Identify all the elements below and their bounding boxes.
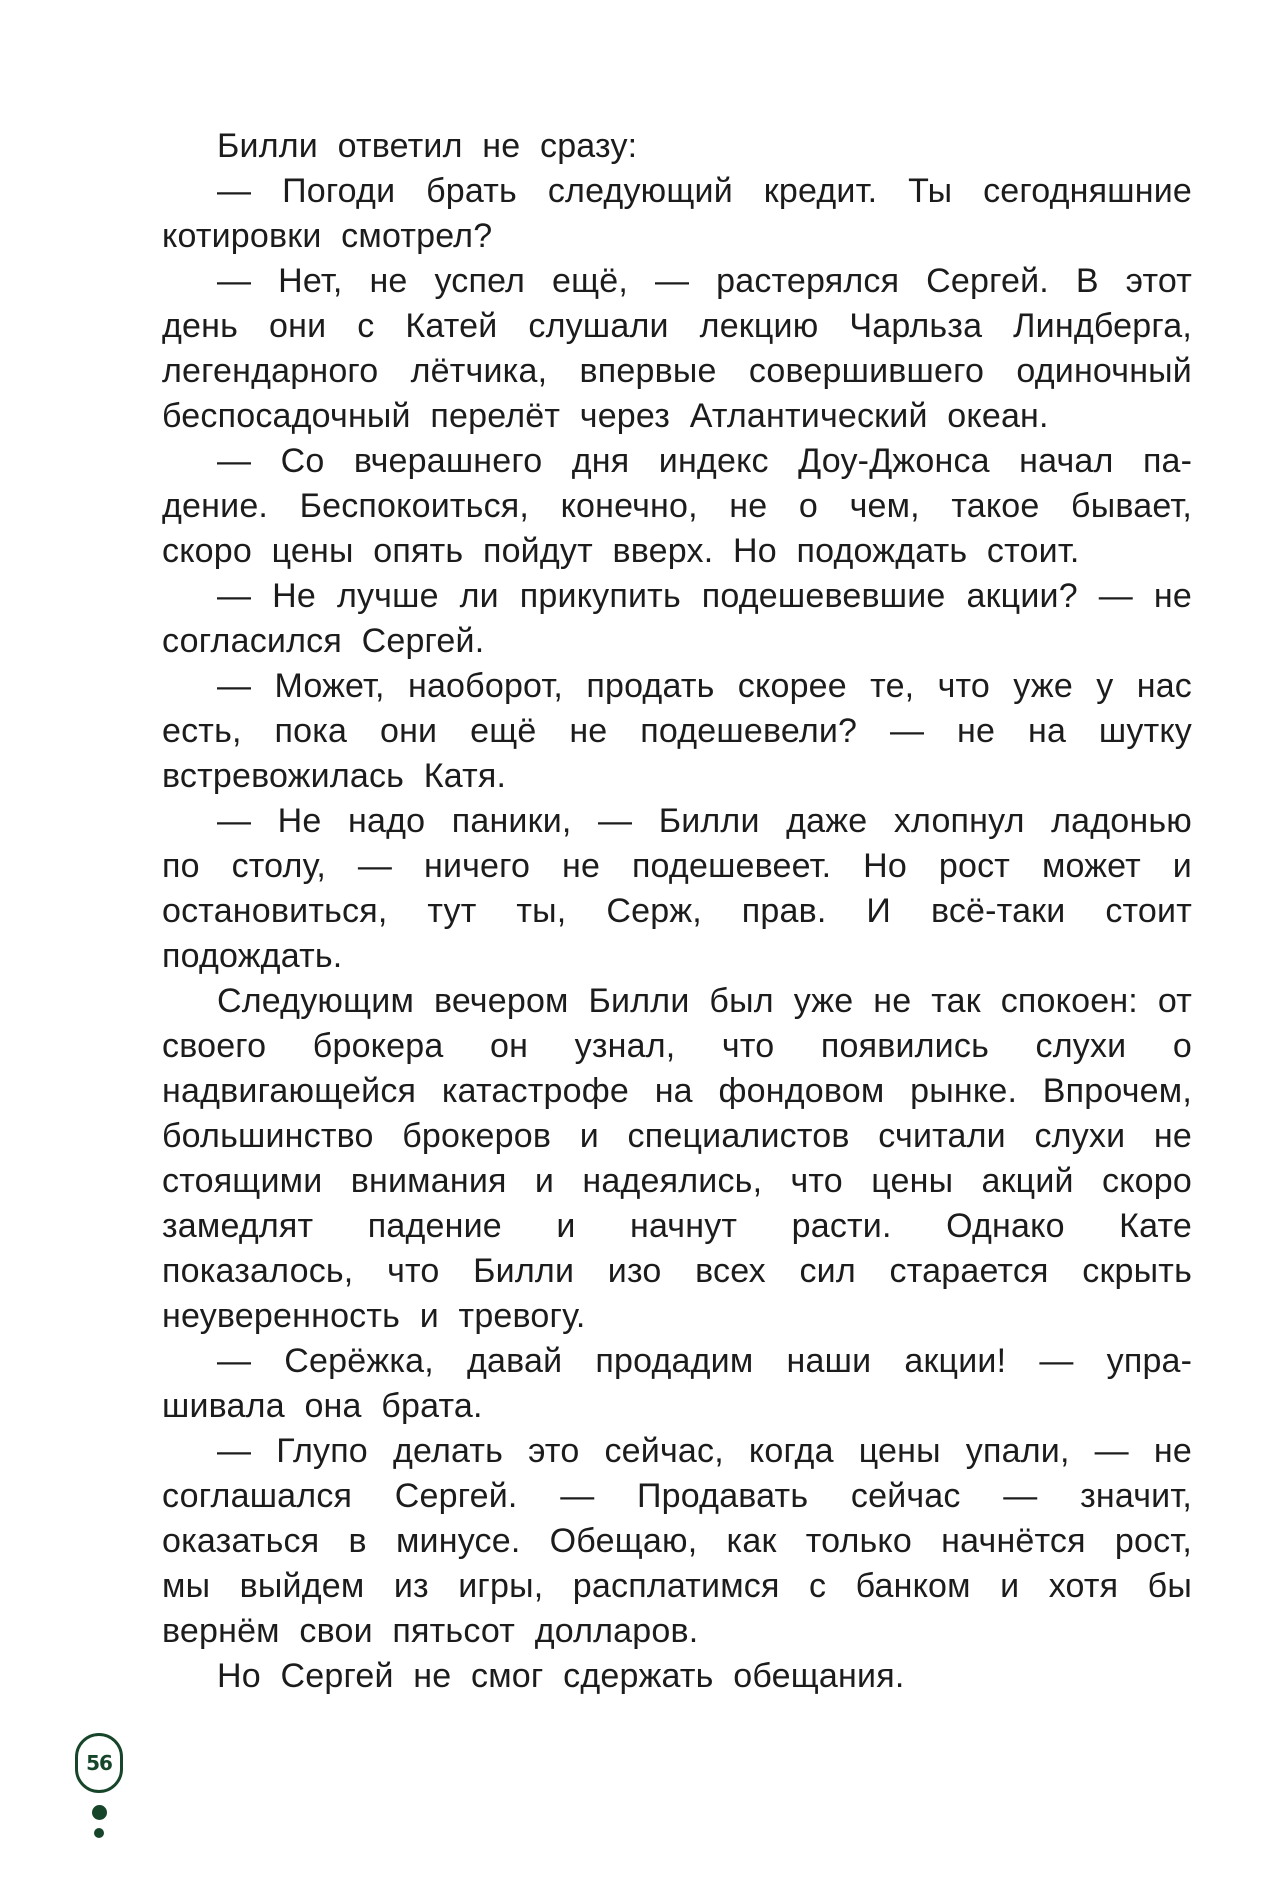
paragraph: Но Сергей не смог сдержать обещания. bbox=[217, 1657, 905, 1695]
page-dots-icon bbox=[92, 1805, 107, 1820]
paragraph: — Серёжка, давай продадим наши акции! — упрашивала она брата. bbox=[162, 1342, 1192, 1425]
paragraph: — Погоди брать следующий кредит. Ты сегодняшние котировки смотрел? bbox=[162, 172, 1192, 255]
paragraph: — Нет, не успел ещё, — растерялся Сергей. В этот день они с Катей слушали лекцию Чарльза Линдберга, легендарного лётчика, впервые совершившего одиночный беспосадочный перелёт через Атлантический океан. bbox=[162, 262, 1192, 435]
paragraph: — Не надо паники, — Билли даже хлопнул ладонью по столу, — ничего не подешевеет. Но рост может и остановиться, тут ты, Серж, прав. И всё-таки стоит подождать. bbox=[162, 802, 1192, 975]
paragraph: Билли ответил не сразу: bbox=[217, 127, 638, 165]
page-dots-icon bbox=[94, 1828, 104, 1838]
book-text bbox=[162, 124, 1192, 1699]
paragraph: — Со вчерашнего дня индекс Доу-Джонса начал падение. Беспокоиться, конечно, не о чем, такое бывает, скоро цены опять пойдут вверх. Но подождать стоит. bbox=[162, 442, 1192, 570]
paragraph: — Не лучше ли прикупить подешевевшие акции? — не согласился Сергей. bbox=[162, 577, 1192, 660]
paragraph: — Глупо делать это сейчас, когда цены упали, — не соглашался Сергей. — Продавать сейчас — значит, оказаться в минусе. Обещаю, как только начнётся рост, мы выйдем из игры, расплатимся с банком и хотя бы вернём свои пятьсот долларов. bbox=[162, 1432, 1192, 1650]
paragraph: Следующим вечером Билли был уже не так спокоен: от своего брокера он узнал, что появились слухи о надвигающейся катастрофе на фондовом рынке. Впрочем, большинство брокеров и специалистов считали слухи не стоящими внимания и надеялись, что цены акций скоро замедлят падение и начнут расти. Однако Кате показалось, что Билли изо всех сил старается скрыть неуверенность и тревогу. bbox=[162, 982, 1192, 1335]
paragraph: — Может, наоборот, продать скорее те, что уже у нас есть, пока они ещё не подешевели? — не на шутку встревожилась Катя. bbox=[162, 667, 1192, 795]
page-number: 56 bbox=[75, 1733, 123, 1793]
